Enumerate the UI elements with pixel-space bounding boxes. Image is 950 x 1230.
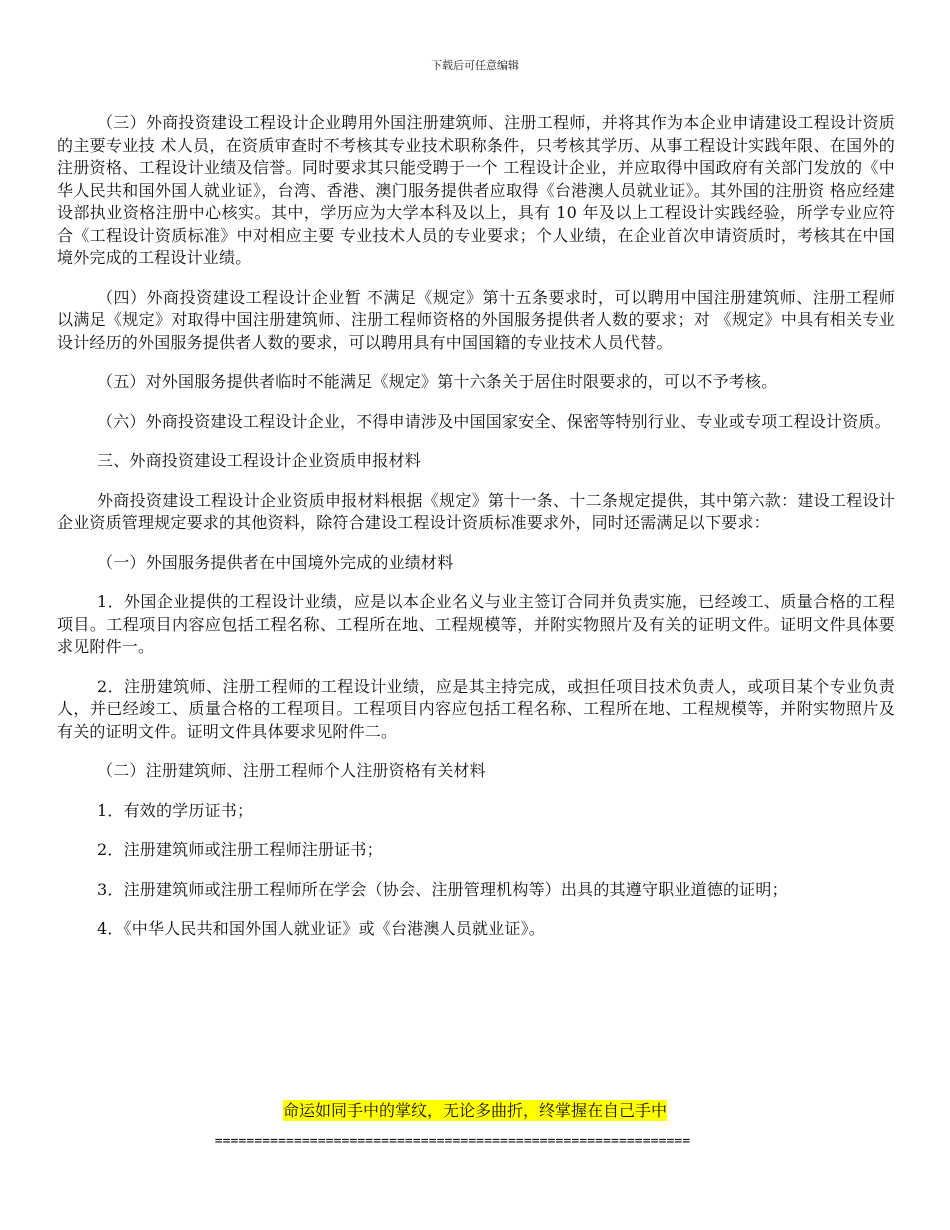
paragraph-5: （五）对外国服务提供者临时不能满足《规定》第十六条关于居住时限要求的，可以不予考核。: [97, 372, 778, 391]
highlighted-quote: 命运如同手中的掌纹，无论多曲折，终掌握在自己手中: [282, 1101, 667, 1120]
section-heading-3: 三、外商投资建设工程设计企业资质申报材料: [97, 451, 422, 470]
section-intro: 外商投资建设工程设计企业资质申报材料根据《规定》第十一条、十二条规定提供，其中第六款：建设工程设计企业资质管理规定要求的其他资料，除符合建设工程设计资质标准要求外，同时还需满足以下要求：: [57, 490, 895, 532]
item-2-1: 1．有效的学历证书；: [97, 800, 254, 820]
paragraph-4: （四）外商投资建设工程设计企业暂 不满足《规定》第十五条要求时，可以聘用中国注册建筑师、注册工程师以满足《规定》对取得中国注册建筑师、注册工程师资格的外国服务提供者人数的要求；对 《规定》中具有相关专业设计经历的外国服务提供者人数的要求，可以聘用具有中国国籍的专业技术人员代替。: [57, 287, 895, 352]
item-2-4: 4．《中华人民共和国外国人就业证》或《台港澳人员就业证》。: [97, 919, 545, 938]
paragraph-3: （三）外商投资建设工程设计企业聘用外国注册建筑师、注册工程师，并将其作为本企业申请建设工程设计资质的主要专业技 术人员，在资质审查时不考核其专业技术职称条件，只考核其学历、从事工程设计实践年限、在国外的注册资格、工程设计业绩及信誉。同时要求其只能受聘于一个 工程设计企业，并应取得中国政府有关部门发放的《中华人民共和国外国人就业证》，台湾、香港、澳门服务提供者应取得《台港澳人员就业证》。其外国的注册资 格应经建设部执业资格注册中心核实。其中，学历应为大学本科及以上，具有 10 年及以上工程设计实践经验，所学专业应符合《工程设计资质标准》中对相应主要 专业技术人员的专业要求；个人业绩，在企业首次申请资质时，考核其在中国境外完成的工程设计业绩。: [57, 113, 895, 267]
item-2-2: 2．注册建筑师或注册工程师注册证书；: [97, 840, 383, 859]
divider-line: ============================================================: [214, 1134, 691, 1149]
item-1-1: 1．外国企业提供的工程设计业绩，应是以本企业名义与业主签订合同并负责实施，已经竣工、质量合格的工程项目。工程项目内容应包括工程名称、工程所在地、工程规模等，并附实物照片及有关的证明文件。证明文件具体要求见附件一。: [57, 592, 895, 656]
paragraph-6: （六）外商投资建设工程设计企业，不得申请涉及中国国家安全、保密等特别行业、专业或专项工程设计资质。: [97, 411, 891, 431]
item-2-3: 3．注册建筑师或注册工程师所在学会（协会、注册管理机构等）出具的其遵守职业道德的证明；: [97, 879, 788, 899]
subsection-heading-2: （二）注册建筑师、注册工程师个人注册资格有关材料: [97, 761, 486, 780]
header-note: 下载后可任意编辑: [431, 59, 519, 72]
document-body: [57, 112, 895, 958]
subsection-heading-1: （一）外国服务提供者在中国境外完成的业绩材料: [97, 552, 454, 572]
item-1-2: 2．注册建筑师、注册工程师的工程设计业绩，应是其主持完成，或担任项目技术负责人，或项目某个专业负责人，并已经竣工、质量合格的工程项目。工程项目内容应包括工程名称、工程所在地、工程规模等，并附实物照片及有关的证明文件。证明文件具体要求见附件二。: [57, 676, 895, 741]
closing-quote: [0, 1098, 950, 1121]
